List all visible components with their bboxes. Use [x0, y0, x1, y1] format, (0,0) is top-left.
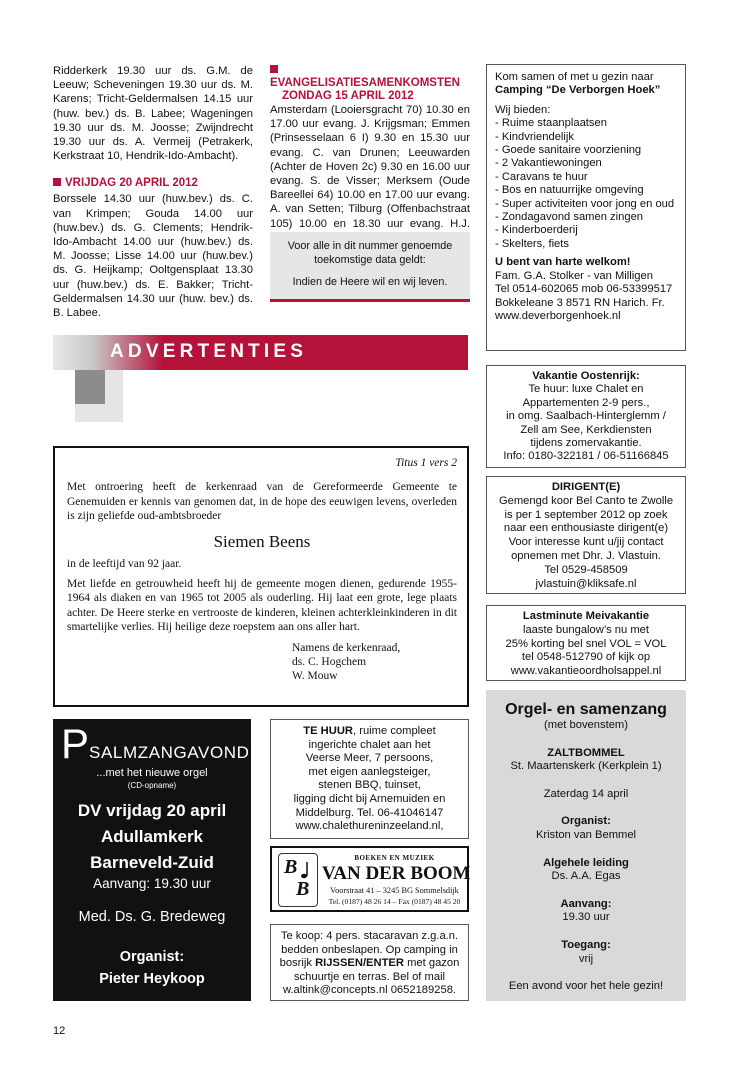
orgel-closing: Een avond voor het hele gezin!	[508, 980, 664, 993]
tehuur-line: stenen BBQ, tuinset,	[318, 779, 421, 792]
obituary-paragraph-1: Met ontroering heeft de kerkenraad van de Gereformeerde Gemeente te Genemuiden er kennis van genomen dat, in de hope des eeuwigen levens, overleden is zijn geliefde oud-ambtsbroeder	[67, 481, 457, 523]
psalm-organist-name: Pieter Heykoop	[99, 971, 205, 987]
camping-item: - Zondagavond samen zingen	[495, 211, 644, 224]
evangelisatie-text: Amsterdam (Looiersgracht 70) 10.30 en 17.00 uur evang. J. Krijgsman; Emmen (Prinsesselaan 6 I) 9.30 en 15.30 uur evang. C. van Drunen; Leeuwarden (Achter de Hoven 2c) 9.30 en 16.00 uur evang. S. de Visser; Merksem (Oude Bareellei 64) 10.00 en 17.00 uur evang. A. van Setten; Tilburg (Offenbachstraat 105) 10.00 en 18.30 uur evang. H.J.	[270, 104, 470, 230]
dirigent-ad	[486, 476, 686, 594]
dirigent-line: Voor interesse kunt u/jij contact	[508, 536, 664, 549]
camping-ad	[486, 64, 686, 351]
dirigent-line: is per 1 september 2012 op zoek	[504, 508, 668, 521]
orgel-access-value: vrij	[578, 952, 594, 965]
logo-letter-b-2: B	[296, 878, 310, 900]
section-banner-square	[75, 370, 105, 404]
tehuur-line-1: TE HUUR, ruime compleet	[303, 725, 436, 737]
red-square-icon	[53, 178, 61, 186]
logo-letter-b-1: B	[284, 856, 298, 878]
orgel-date: Zaterdag 14 april	[543, 787, 629, 800]
psalm-start: Aanvang: 19.30 uur	[93, 876, 211, 891]
lastminute-line: tel 0548-512790 of kijk op	[521, 651, 651, 664]
vanderboom-name: VAN DER BOOM	[322, 863, 471, 884]
tekoop-contact: w.altink@concepts.nl 0652189258.	[282, 984, 457, 997]
psalm-subtitle: ...met het nieuwe orgel	[96, 767, 208, 779]
obituary-age: in de leeftijd van 92 jaar.	[67, 557, 182, 570]
camping-line-2: Camping “De Verborgen Hoek”	[495, 84, 661, 97]
obituary-signature: Namens de kerkenraad, ds. C. Hogchem W. Mouw	[292, 641, 401, 683]
obituary-reference: Titus 1 vers 2	[395, 457, 457, 469]
psalm-big-letter: P	[61, 720, 90, 767]
friday-heading: VRIJDAG 20 APRIL 2012	[53, 177, 253, 190]
tekoop-line: Te koop: 4 pers. stacaravan z.g.a.n.	[280, 930, 459, 942]
obituary-paragraph-2: Met liefde en getrouwheid heeft hij de gemeente mogen dienen, gedurende 1955-1964 als diaken en van 1965 tot 2005 als ouderling. Hij laat een grote, lege plaats achter. De Heere sterke en vertrooste de kinderen, kleinen achterkleinkinderen in dit smartelijke verlies. Hij heilige deze roepstem aan ons aller hart.	[67, 578, 457, 634]
dirigent-line: naar een enthousiaste dirigent(e)	[503, 522, 669, 535]
lastminute-ad	[486, 605, 686, 681]
obituary-ad	[53, 446, 469, 707]
orgel-lead-name: Ds. A.A. Egas	[551, 870, 621, 883]
column-1	[53, 64, 253, 320]
obituary-name: Siemen Beens	[213, 531, 311, 551]
orgel-place: ZALTBOMMEL	[547, 746, 625, 759]
tekoop-line: bosrijk RIJSSEN/ENTER met gazon	[279, 957, 460, 970]
orgel-church: St. Maartenskerk (Kerkplein 1)	[510, 760, 662, 773]
psalm-title-rest: SALMZANGAVOND	[89, 743, 250, 762]
vanderboom-top: BOEKEN EN MUZIEK	[354, 854, 435, 862]
camping-line-1: Kom samen of met u gezin naar	[495, 71, 654, 83]
camping-contact-3: Bokkeleane 3 8571 RN Harich. Fr.	[495, 296, 665, 309]
camping-item: - Goede sanitaire voorziening	[495, 144, 642, 157]
vakantie-line: Appartementen 2-9 pers.,	[522, 396, 650, 409]
tehuur-line: ingerichte chalet aan het	[308, 738, 431, 751]
orgel-title: Orgel- en samenzang	[505, 701, 667, 718]
orgel-access-label: Toegang:	[561, 938, 611, 951]
orgel-start-label: Aanvang:	[560, 897, 612, 910]
tehuur-ad	[270, 719, 469, 839]
vakantie-line: Te huur: luxe Chalet en	[528, 383, 644, 396]
orgel-ad	[486, 690, 686, 1001]
vanderboom-tel: Tel. (0187) 48 26 14 – Fax (0187) 48 45 20	[328, 897, 461, 906]
camping-item: - Caravans te huur	[495, 170, 588, 183]
psalm-date: DV vrijdag 20 april	[77, 801, 227, 820]
vakantie-line: Zell am See, Kerkdiensten	[520, 423, 652, 436]
camping-website: www.deverborgenhoek.nl	[495, 309, 621, 322]
camping-item: - Super activiteiten voor jong en oud	[495, 197, 675, 210]
camping-item: - Bos en natuurrijke omgeving	[495, 184, 644, 197]
tehuur-line: ligging dicht bij Arnemuiden en	[293, 792, 446, 805]
tekoop-location: RIJSSEN/ENTER	[315, 957, 404, 970]
vakantie-line: in omg. Saalbach-Hinterglemm /	[506, 410, 666, 423]
psalm-church-1: Adullamkerk	[100, 827, 204, 846]
tekoop-line: bedden onbeslapen. Op camping in	[281, 943, 458, 956]
vanderboom-logo	[278, 853, 318, 907]
lastminute-line: 25% korting bel snel VOL = VOL	[505, 637, 667, 650]
camping-welcome: U bent van harte welkom!	[495, 256, 631, 269]
orgel-organist-label: Organist:	[561, 815, 611, 828]
dirigent-title: DIRIGENT(E)	[551, 481, 621, 493]
column-2	[270, 64, 470, 245]
dirigent-email: jvlastuin@kliksafe.nl	[535, 577, 637, 590]
vakantie-ad	[486, 365, 686, 468]
camping-item: - Kindvriendelijk	[495, 130, 574, 143]
psalmzangavond-ad	[53, 719, 251, 1001]
camping-list	[495, 117, 677, 251]
tehuur-line: Veerse Meer, 7 persoons,	[305, 752, 434, 765]
tehuur-website: www.chalethureninzeeland.nl,	[295, 820, 444, 833]
friday-text: Borssele 14.30 uur (huw.bev.) ds. C. van Krimpen; Gouda 14.00 uur (huw.bev.) ds. G. Clements; Hendrik-Ido-Ambacht 14.00 uur (huw.bev.) ds. M. Joosse; Lisse 14.00 uur (huw.bev.) ds. G. Heijkamp; Ooltgensplaat 13.30 uur (huw.bev.) ds. E. Bakker; Tricht-Geldermalsen 14.30 uur (huw. bev.) ds. B. Labee.	[53, 193, 253, 320]
vanderboom-address: Voorstraat 41 – 3245 BG Sommelsdijk	[330, 886, 459, 895]
orgel-subtitle: (met bovenstem)	[544, 719, 628, 731]
psalm-title	[61, 720, 250, 767]
vakantie-title: Vakantie Oostenrijk:	[532, 370, 640, 382]
tekoop-ad	[270, 924, 469, 1001]
note-line-2: Indien de Heere wil en wij leven.	[292, 276, 448, 288]
vanderboom-ad	[270, 846, 469, 912]
dirigent-line: Tel 0529-458509	[544, 563, 628, 576]
red-square-icon	[270, 65, 278, 73]
camping-contact-1: Fam. G.A. Stolker - van Milligen	[495, 269, 653, 282]
evangelisatie-heading: EVANGELISATIESAMENKOMSTEN ZONDAG 15 APRIL 2012	[270, 64, 470, 103]
vakantie-line: Info: 0180-322181 / 06-51166845	[503, 450, 669, 463]
tehuur-lead: TE HUUR	[303, 725, 354, 737]
camping-item: - Kinderboerderij	[495, 224, 578, 237]
tekoop-line: schuurtje en terras. Bel of mail	[293, 970, 446, 983]
lastminute-title: Lastminute Meivakantie	[522, 610, 650, 622]
camping-item: - 2 Vakantiewoningen	[495, 157, 602, 170]
camping-item: - Skelters, fiets	[495, 237, 569, 250]
orgel-lead-label: Algehele leiding	[543, 856, 629, 869]
tehuur-line: Middelburg. Tel. 06-41046147	[295, 806, 444, 819]
note-box	[270, 232, 470, 302]
page-number: 12	[53, 1025, 66, 1037]
camping-offer-label: Wij bieden:	[495, 103, 551, 116]
lastminute-website: www.vakantieoordholsappel.nl	[510, 665, 662, 678]
note-line-1: Voor alle in dit nummer genoemde toekomstige data geldt:	[287, 240, 453, 266]
tehuur-line: met eigen aanlegsteiger,	[308, 765, 431, 778]
lastminute-line: laaste bungalow’s nu met	[522, 623, 650, 636]
section-title: ADVERTENTIES	[110, 341, 308, 362]
psalm-cd: (CD-opname)	[127, 781, 177, 790]
column-1-intro: Ridderkerk 19.30 uur ds. G.M. de Leeuw; Scheveningen 19.30 uur ds. M. Karens; Tricht-Geldermalsen 14.15 uur (huw. bev.) ds. B. Labee; Wageningen 19.30 uur ds. M. Joosse; Zwijndrecht 19.30 uur ds. A. Vermeij (Petrakerk, Kerkstraat 10, Hendrik-Ido-Ambacht).	[53, 65, 253, 163]
psalm-meditation: Med. Ds. G. Bredeweg	[78, 909, 226, 925]
orgel-start-value: 19.30 uur	[562, 911, 610, 924]
psalm-church-2: Barneveld-Zuid	[90, 853, 214, 872]
dirigent-line: Gemengd koor Bel Canto te Zwolle	[498, 494, 674, 507]
psalm-organist-label: Organist:	[119, 949, 185, 965]
camping-item: - Ruime staanplaatsen	[495, 117, 607, 130]
orgel-organist-name: Kriston van Bemmel	[535, 828, 637, 841]
vakantie-line: tijdens zomervakantie.	[530, 437, 642, 450]
music-note-icon	[279, 854, 317, 906]
dirigent-line: opnemen met Dhr. J. Vlastuin.	[511, 549, 661, 562]
camping-contact-2: Tel 0514-602065 mob 06-53399517	[495, 283, 673, 296]
